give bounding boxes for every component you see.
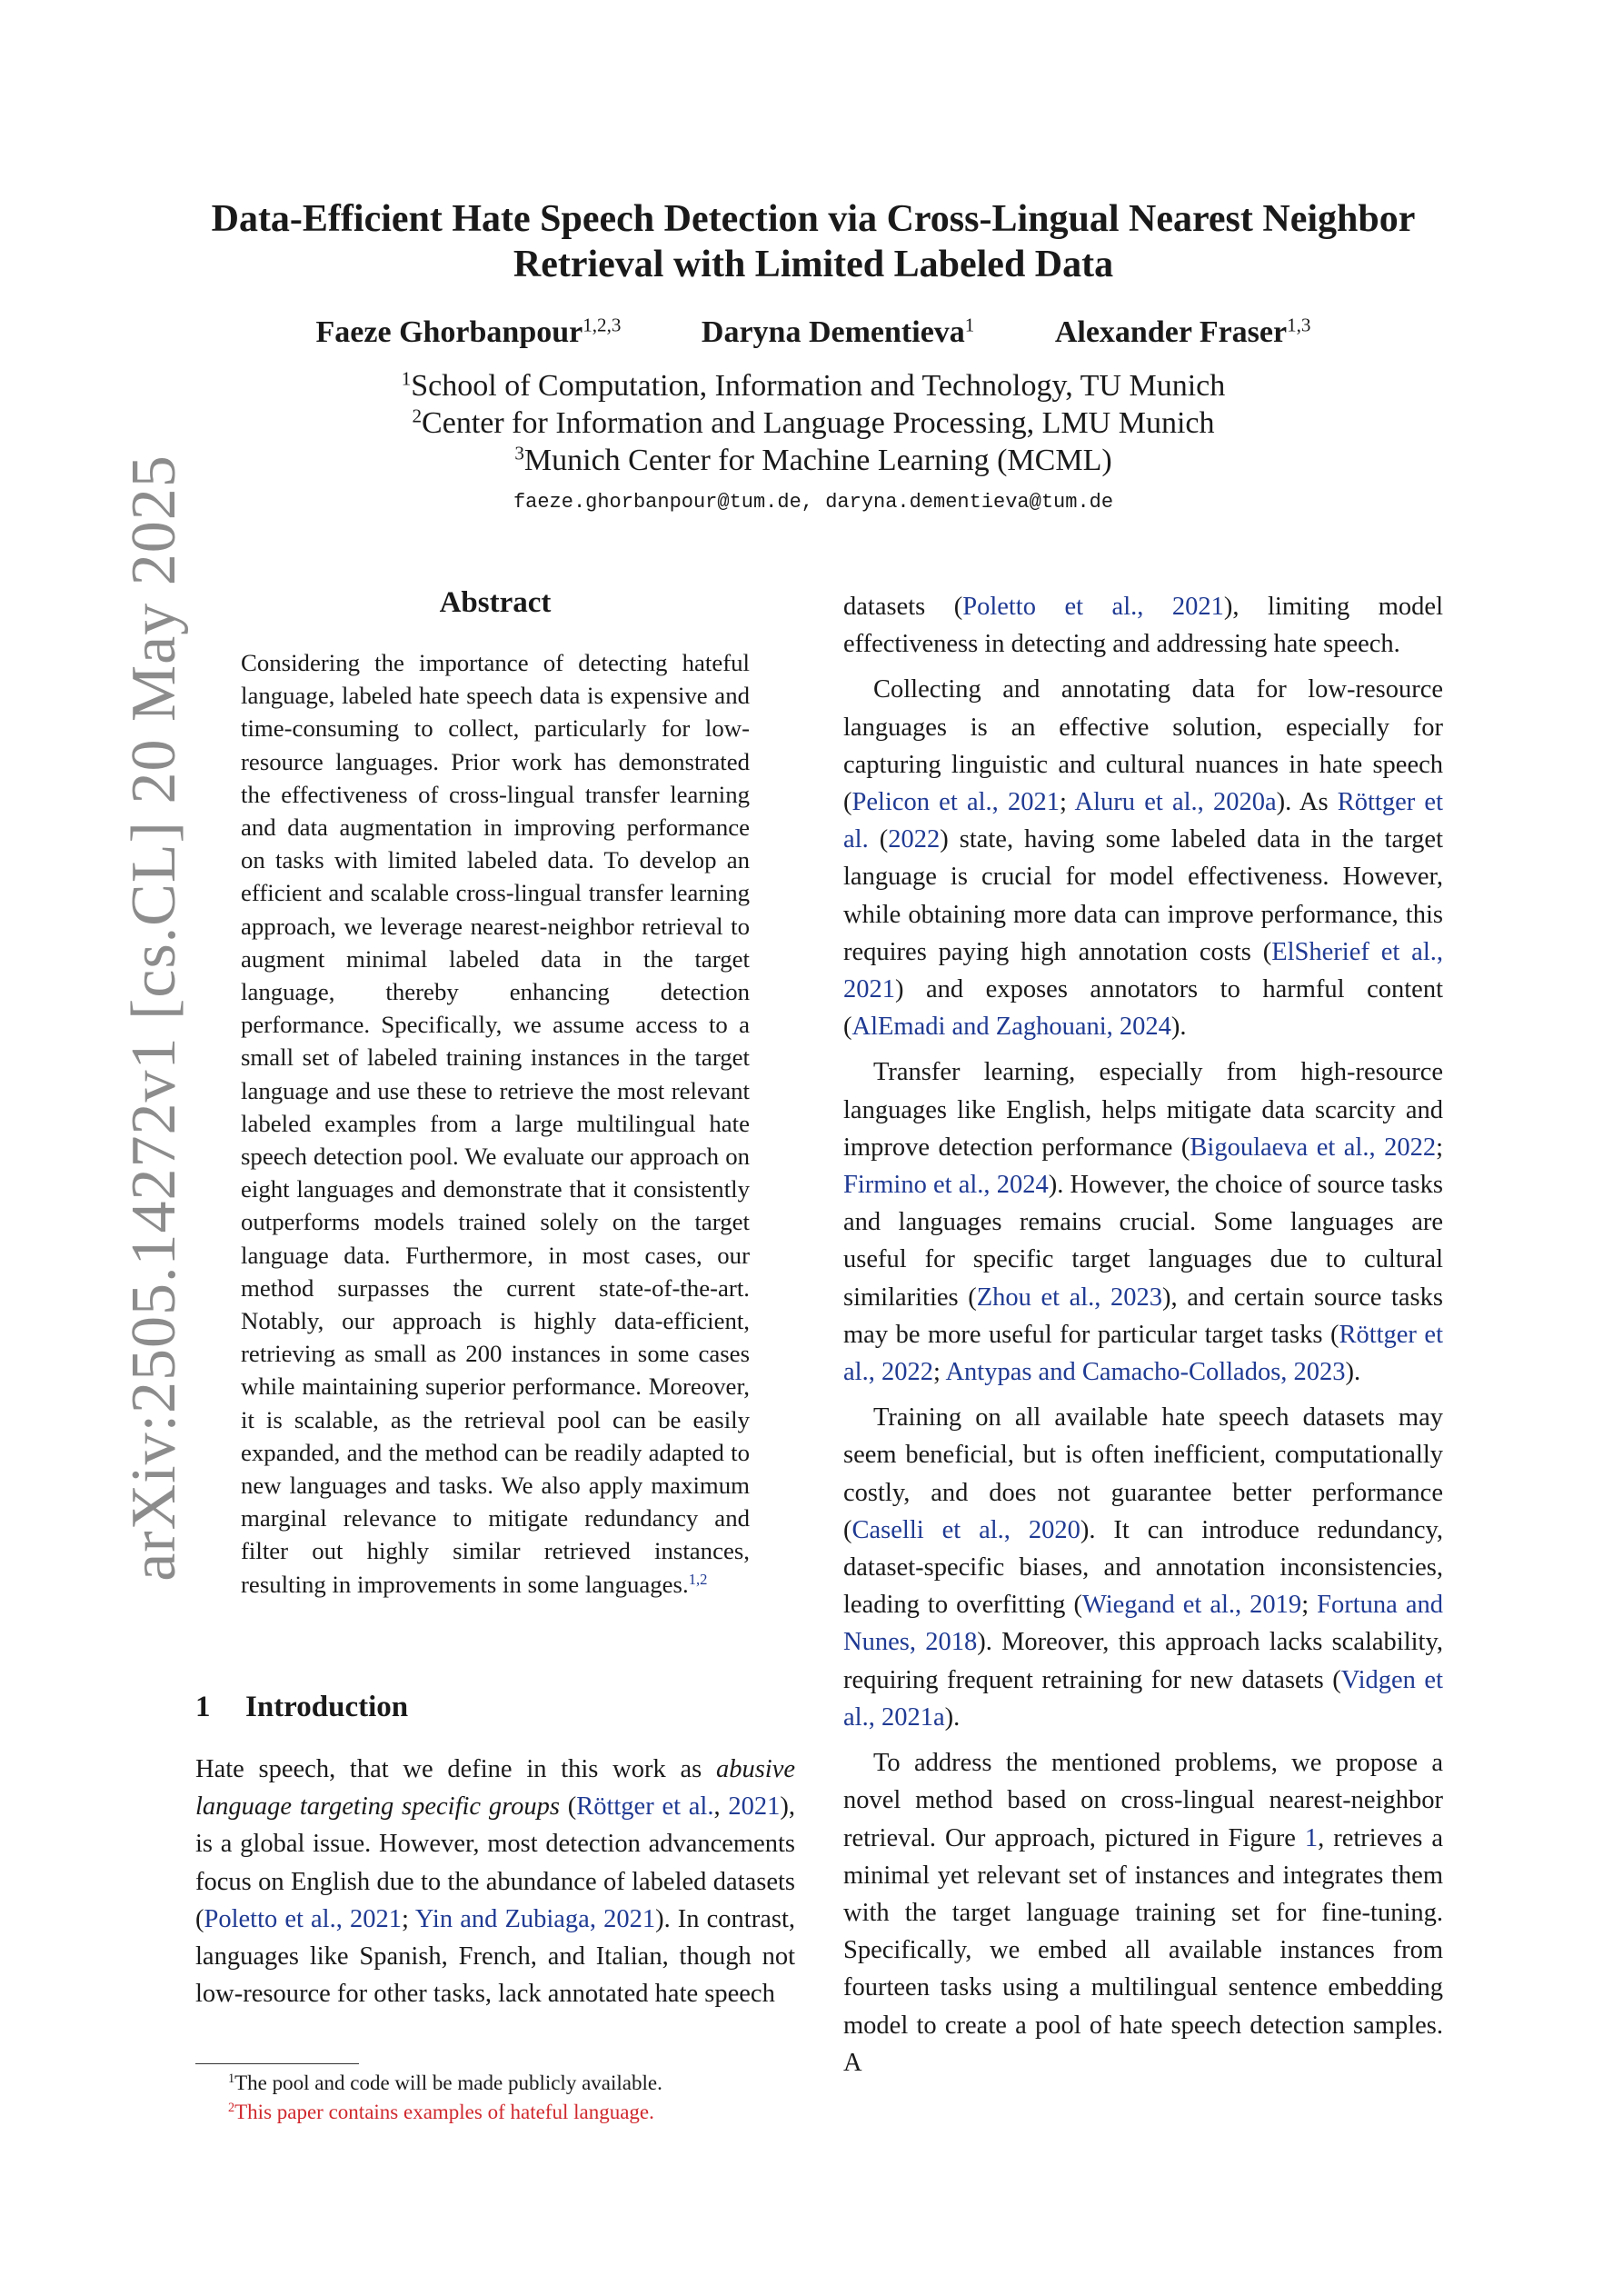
- citation-link[interactable]: 2022: [888, 825, 941, 854]
- paragraph-low-resource: Collecting and annotating data for low-resource languages is an effective solution, especially for capturing linguistic and cultural nuances in hate speech (Pelicon et al., 2021; Aluru et al., 2020a). As Röttger et al. (2022) state, having some labeled data in the target language is crucial for model effectiveness. However, while obtaining more data can improve performance, this requires paying high annotation costs (ElSherief et al., 2021) and exposes annotators to harmful content (AlEmadi and Zaghouani, 2024).: [843, 675, 1443, 1042]
- figure-reference-link[interactable]: 1: [1304, 1823, 1319, 1852]
- affiliation-1: $^1$School of Computation, Information and Technology, TU Munich: [401, 367, 1226, 403]
- author-list: [182, 314, 1445, 352]
- affiliation-list: [182, 367, 1445, 479]
- citation-link[interactable]: Poletto et al., 2021: [962, 593, 1224, 621]
- citation-link[interactable]: Röttger et al.: [843, 788, 1443, 854]
- paragraph-training-all: Training on all available hate speech datasets may seem beneficial, but is often inefficient, computationally costly, and does not guarantee better performance (Caselli et al., 2020). It can introduce redundancy, dataset-specific biases, and annotation inconsistencies, leading to overfitting (Wiegand et al., 2019; Fortuna and Nunes, 2018). Moreover, this approach lacks scalability, requiring frequent retraining for new datasets (Vidgen et al., 2021a).: [843, 1403, 1443, 1732]
- paragraph-proposed-method: To address the mentioned problems, we propose a novel method based on cross-lingual nearest-neighbor retrieval. Our approach, pictured in Figure 1, retrieves a minimal yet relevant set of instances and integrates them with the target language training set for fine-tuning. Specifically, we embed all available instances from fourteen tasks using a multilingual sentence embedding model to create a pool of hate speech detection samples. A: [843, 1749, 1443, 2077]
- author-1: Faeze Ghorbanpour$^{1,2,3}$: [315, 314, 622, 349]
- citation-link[interactable]: AlEmadi and Zaghouani, 2024: [851, 1013, 1171, 1042]
- citation-link[interactable]: ElSherief et al., 2021: [843, 937, 1443, 1004]
- citation-link[interactable]: Fortuna and Nunes, 2018: [843, 1591, 1443, 1657]
- title-line-1: Data-Efficient Hate Speech Detection via Cross-Lingual Nearest Neighbor: [211, 198, 1416, 240]
- citation-link[interactable]: 2021: [728, 1792, 781, 1822]
- footnote-1: $^1$The pool and code will be made publicly available.: [228, 2071, 662, 2094]
- arxiv-identifier-stamp: arXiv:2505.14272v1 [cs.CL] 20 May 2025: [119, 454, 189, 1582]
- introduction-paragraph-1: Hate speech, that we define in this work as abusive language targeting specific groups (Röttger et al., 2021), is a global issue. However, most detection advancements focus on English due to the abundance of labeled datasets (Poletto et al., 2021; Yin and Zubiaga, 2021). In contrast, languages like Spanish, French, and Italian, though not low-resource for other tasks, lack annotated hate speech: [195, 1755, 795, 2009]
- citation-link[interactable]: Yin and Zubiaga, 2021: [414, 1904, 656, 1933]
- paper-title: [182, 196, 1445, 287]
- affiliation-3: $^3$Munich Center for Machine Learning (MCML): [514, 442, 1112, 477]
- author-3: Alexander Fraser$^{1,3}$: [1054, 314, 1311, 349]
- citation-link[interactable]: Antypas and Camacho-Collados, 2023: [945, 1358, 1346, 1387]
- abstract-footnote-marks[interactable]: 1,2: [688, 1570, 708, 1588]
- abstract-text: Considering the importance of detecting hateful language, labeled hate speech data is expensive and time-consuming to collect, particularly for low-resource languages. Prior work has demonstrated the effectiveness of cross-lingual transfer learning and data augmentation in improving performance on tasks with limited labeled data. To develop an efficient and scalable cross-lingual transfer learning approach, we leverage nearest-neighbor retrieval to augment minimal labeled data in the target language, thereby enhancing detection performance. Specifically, we assume access to a small set of labeled training instances in the target language and use these to retrieve the most relevant labeled examples from a large multilingual hate speech detection pool. We evaluate our approach on eight languages and demonstrate that it consistently outperforms models trained solely on the target language data. Furthermore, in most cases, our method surpasses the current state-of-the-art. Notably, our approach is highly data-efficient, retrieving as small as 200 instances in some cases while maintaining superior performance. Moreover, it is scalable, as the retrieval pool can be easily expanded, and the method can be readily adapted to new languages and tasks. We also apply maximum marginal relevance to mitigate redundancy and filter out highly similar retrieved instances, resulting in improvements in some languages.$^{1,2}$: [241, 649, 750, 1598]
- citation-link[interactable]: Röttger et al.: [576, 1792, 714, 1822]
- title-line-2: Retrieval with Limited Labeled Data: [513, 244, 1114, 285]
- introduction-heading: 1 Introduction: [195, 1691, 409, 1723]
- citation-link[interactable]: Röttger et al., 2022: [843, 1320, 1443, 1387]
- paragraph-transfer-learning: Transfer learning, especially from high-resource languages like English, helps mitigate data scarcity and improve detection performance (Bigoulaeva et al., 2022; Firmino et al., 2024). However, the choice of source tasks and languages remains crucial. Some languages are useful for specific target languages due to cultural similarities (Zhou et al., 2023), and certain source tasks may be more useful for particular target tasks (Röttger et al., 2022; Antypas and Camacho-Collados, 2023).: [843, 1058, 1443, 1387]
- author-emails: faeze.ghorbanpour@tum.de, daryna.dementieva@tum.de: [513, 491, 1114, 514]
- citation-link[interactable]: Zhou et al., 2023: [976, 1283, 1162, 1312]
- footnote-divider: [195, 2063, 359, 2064]
- footnote-2: $^2$This paper contains examples of hateful language.: [228, 2101, 654, 2123]
- citation-link[interactable]: Aluru et al., 2020a: [1074, 788, 1277, 817]
- citation-link[interactable]: Wiegand et al., 2019: [1081, 1591, 1302, 1620]
- citation-link[interactable]: Vidgen et al., 2021a: [843, 1665, 1443, 1732]
- citation-link[interactable]: Caselli et al., 2020: [851, 1515, 1080, 1544]
- footnotes: [195, 2069, 795, 2127]
- affiliation-2: $^2$Center for Information and Language Processing, LMU Munich: [412, 404, 1215, 440]
- citation-link[interactable]: Pelicon et al., 2021: [851, 788, 1060, 817]
- paragraph-continuation: datasets (Poletto et al., 2021), limiting model effectiveness in detecting and addressing hate speech.: [843, 593, 1443, 659]
- citation-link[interactable]: Bigoulaeva et al., 2022: [1190, 1133, 1437, 1162]
- abstract-heading: Abstract: [439, 586, 552, 619]
- right-column: [843, 588, 1443, 2090]
- author-2: Daryna Dementieva$^1$: [701, 314, 975, 349]
- citation-link[interactable]: Firmino et al., 2024: [843, 1171, 1049, 1200]
- citation-link[interactable]: Poletto et al., 2021: [204, 1904, 402, 1933]
